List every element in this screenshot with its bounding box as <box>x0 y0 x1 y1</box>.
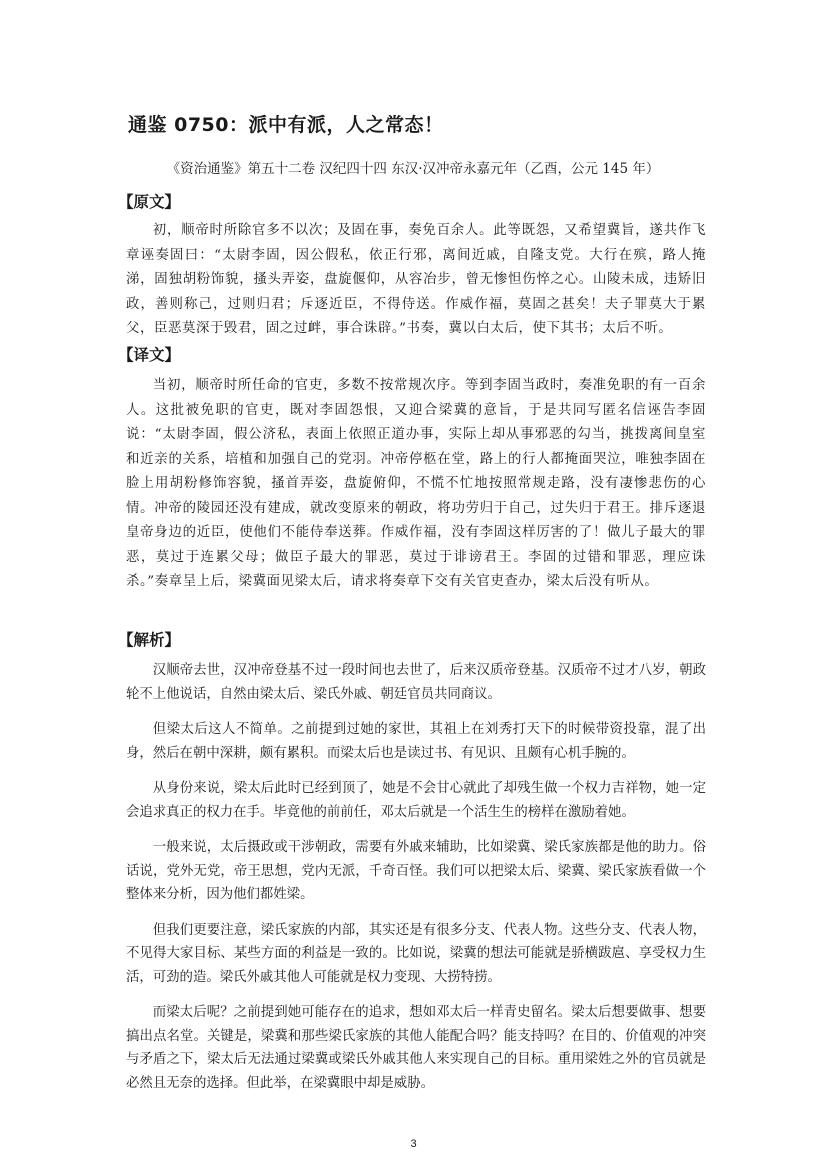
analysis-paragraph: 而梁太后呢？之前提到她可能存在的追求，想如邓太后一样青史留名。梁太后想要做事、想要搞出点名堂。关键是，梁冀和那些梁氏家族的其他人能配合吗？能支持吗？在目的、价值观的冲突与矛盾之下，梁太后无法通过梁冀或梁氏外戚其他人来实现自己的目标。重用梁姓之外的官员就是必然且无奈的选择。但此举，在梁冀眼中却是威胁。 <box>126 1005 706 1091</box>
section-heading-analysis: 【解析】 <box>118 631 181 649</box>
analysis-text-block <box>126 659 706 1107</box>
page-number: 3 <box>410 1138 417 1150</box>
analysis-paragraph: 从身份来说，梁太后此时已经到顶了，她是不会甘心就此了却残生做一个权力吉祥物，她一定会追求真正的权力在手。毕竟他的前前任，邓太后就是一个活生生的榜样在激励着她。 <box>126 781 706 820</box>
section-heading-original: 【原文】 <box>118 193 181 211</box>
original-text-block <box>126 219 706 342</box>
analysis-paragraph: 一般来说，太后摄政或干涉朝政，需要有外戚来辅助，比如梁冀、梁氏家族都是他的助力。俗话说，党外无党，帝王思想，党内无派，千奇百怪。我们可以把梁太后、梁冀、梁氏家族看做一个整体来分析，因为他们都姓梁。 <box>126 840 706 902</box>
translation-paragraph: 当初，顺帝时所任命的官吏，多数不按常规次序。等到李固当政时，奏准免职的有一百余人。这批被免职的官吏，既对李固怨恨，又迎合梁冀的意旨，于是共同写匿名信诬告李固说：“太尉李固，假公济私，表面上依照正道办事，实际上却从事邪恶的勾当，挑拨离间皇室和近亲的关系，培植和加强自己的党羽。冲帝停柩在堂，路上的行人都掩面哭泣，唯独李固在脸上用胡粉修饰容貌，搔首弄姿，盘旋俯仰，不慌不忙地按照常规走路，没有凄惨悲伤的心情。冲帝的陵园还没有建成，就改变原来的朝政，将功劳归于自己，过失归于君王。排斥逐退皇帝身边的近臣，使他们不能侍奉送葬。作威作福，没有李固这样厉害的了！做儿子最大的罪恶，莫过于连累父母；做臣子最大的罪恶，莫过于诽谤君王。李固的过错和罪恶，理应诛杀。”奏章呈上后，梁冀面见梁太后，请求将奏章下交有关官吏查办，梁太后没有听从。 <box>126 378 706 589</box>
source-citation: 《资治通鉴》第五十二卷 汉纪四十四 东汉·汉冲帝永嘉元年（乙酉，公元 145 年） <box>166 161 660 177</box>
section-heading-translation: 【译文】 <box>118 346 181 364</box>
page-title: 通鉴 0750：派中有派，人之常态！ <box>128 114 444 136</box>
translation-text-block <box>126 374 706 595</box>
analysis-paragraph: 汉顺帝去世，汉冲帝登基不过一段时间也去世了，后来汉质帝登基。汉质帝不过才八岁，朝政轮不上他说话，自然由梁太后、梁氏外戚、朝廷官员共同商议。 <box>126 663 706 702</box>
original-paragraph: 初，顺帝时所除官多不以次；及固在事，奏免百余人。此等既怨，又希望冀旨，遂共作飞章诬奏固曰：“太尉李固，因公假私，依正行邪，离间近戚，自隆支党。大行在殡，路人掩涕，固独胡粉饰貌，搔头弄姿，盘旋偃仰，从容冶步，曾无惨怛伤悴之心。山陵未成，违矫旧政，善则称己，过则归君；斥逐近臣，不得侍送。作威作福，莫固之甚矣！夫子罪莫大于累父，臣恶莫深于毁君，固之过衅，事合诛辟。”书奏，冀以白太后，使下其书；太后不听。 <box>126 223 706 336</box>
analysis-paragraph: 但我们更要注意，梁氏家族的内部，其实还是有很多分支、代表人物。这些分支、代表人物，不见得大家目标、某些方面的利益是一致的。比如说，梁冀的想法可能就是骄横跋扈、享受权力生活，可劲的造。梁氏外戚其他人可能就是权力变现、大捞特捞。 <box>126 922 706 985</box>
analysis-paragraph: 但梁太后这人不简单。之前提到过她的家世，其祖上在刘秀打天下的时候带资投靠，混了出身，然后在朝中深耕，颇有累积。而梁太后也是读过书、有见识、且颇有心机手腕的。 <box>126 722 706 761</box>
